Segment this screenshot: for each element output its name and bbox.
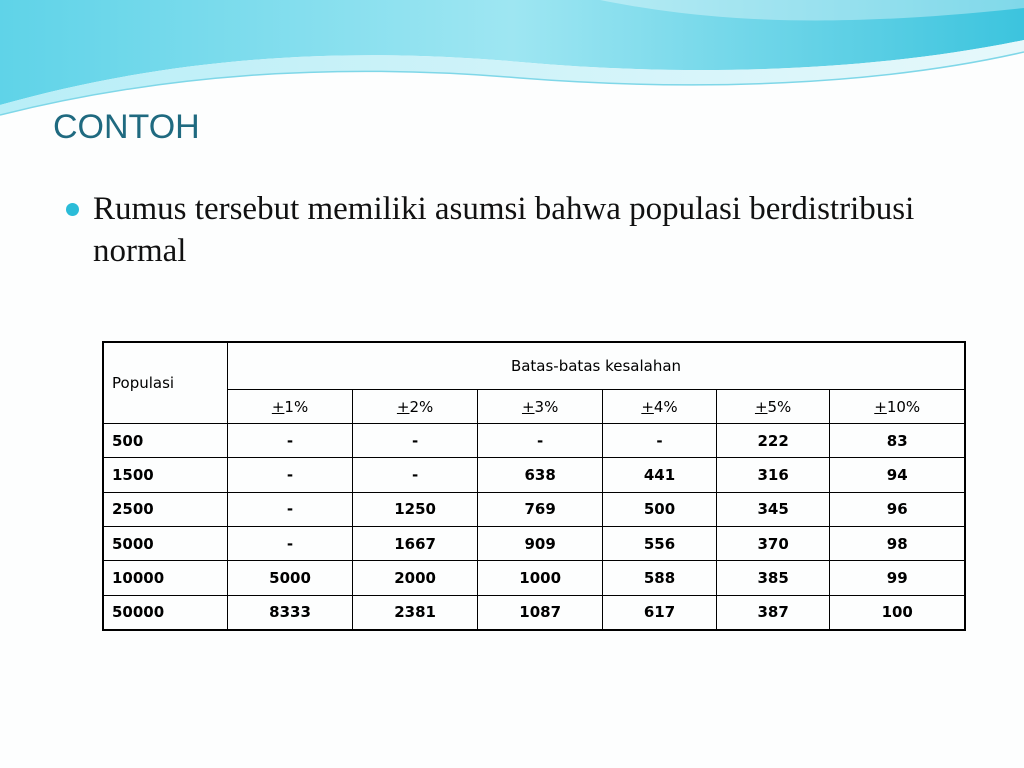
table-cell: 94 [830,458,965,492]
table-cell: 1087 [478,595,603,630]
table-cell: 387 [716,595,830,630]
table-cell: 370 [716,526,830,560]
plus-minus-sign: + [874,397,887,416]
table-cell: 2000 [353,561,478,595]
pct-label: 4% [653,397,678,416]
pct-label: 3% [534,397,559,416]
table-row [103,424,965,458]
table-row [103,595,965,630]
header-pct-5 [716,390,830,424]
bullet-icon [66,203,79,216]
bullet-text: Rumus tersebut memiliki asumsi bahwa populasi berdistribusi normal [93,191,915,269]
header-pct-4 [603,390,717,424]
slide-title: CONTOH [53,108,200,146]
table-cell: - [478,424,603,458]
header-populasi: Populasi [103,342,228,424]
pct-label: 10% [886,397,921,416]
table-cell: 8333 [228,595,353,630]
table-cell: - [353,424,478,458]
table-cell: 556 [603,526,717,560]
table-cell: 1667 [353,526,478,560]
header-pct-2 [353,390,478,424]
table-cell: 769 [478,492,603,526]
cell-populasi: 10000 [103,561,228,595]
bullet-item [62,188,962,272]
table-cell: - [228,424,353,458]
table-cell: 2381 [353,595,478,630]
table-cell: - [603,424,717,458]
table-cell: 588 [603,561,717,595]
cell-populasi: 500 [103,424,228,458]
table-cell: 316 [716,458,830,492]
header-pct-10 [830,390,965,424]
table-cell: 99 [830,561,965,595]
table-row [103,526,965,560]
table-cell: - [228,492,353,526]
cell-populasi: 2500 [103,492,228,526]
table-cell: 1000 [478,561,603,595]
table-row [103,492,965,526]
plus-minus-sign: + [271,397,285,416]
table-cell: 96 [830,492,965,526]
table-cell: 5000 [228,561,353,595]
table-row [103,561,965,595]
table-cell: 441 [603,458,717,492]
table-cell: - [228,458,353,492]
header-pct-1 [228,390,353,424]
plus-minus-sign: + [754,397,768,416]
table-cell: 638 [478,458,603,492]
pct-label: 5% [767,397,792,416]
table-cell: 222 [716,424,830,458]
table-header-row [103,342,965,390]
cell-populasi: 5000 [103,526,228,560]
header-pct-3 [478,390,603,424]
table-cell: - [228,526,353,560]
table-cell: 100 [830,595,965,630]
table-cell: 98 [830,526,965,560]
cell-populasi: 50000 [103,595,228,630]
table-cell: 617 [603,595,717,630]
table-cell: 909 [478,526,603,560]
sample-size-table [102,341,966,631]
plus-minus-sign: + [521,397,535,416]
table-cell: 83 [830,424,965,458]
table-row [103,458,965,492]
table-cell: 385 [716,561,830,595]
header-error-margins: Batas-batas kesalahan [228,342,966,390]
plus-minus-sign: + [641,397,654,416]
plus-minus-sign: + [396,397,410,416]
table-cell: 500 [603,492,717,526]
table-cell: 345 [716,492,830,526]
table-cell: 1250 [353,492,478,526]
pct-label: 2% [409,397,434,416]
table-cell: - [353,458,478,492]
cell-populasi: 1500 [103,458,228,492]
pct-label: 1% [284,397,309,416]
table-subheader-row [103,390,965,424]
